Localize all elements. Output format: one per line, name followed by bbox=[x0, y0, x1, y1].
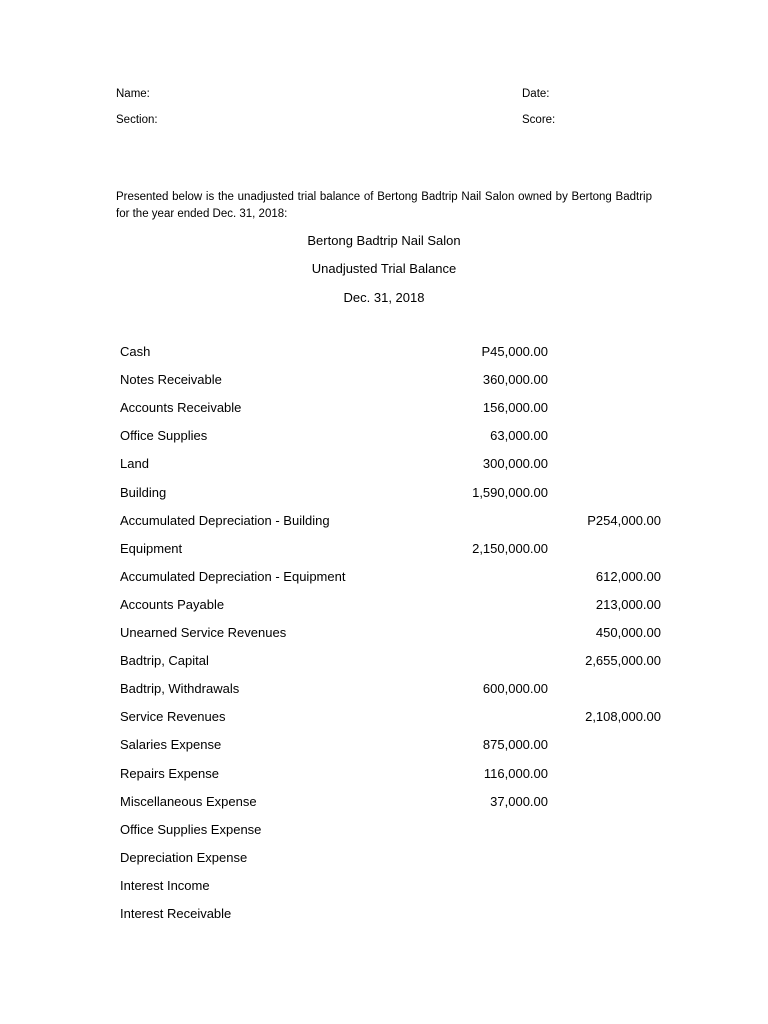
account-name: Land bbox=[120, 456, 149, 472]
account-name: Unearned Service Revenues bbox=[120, 625, 287, 640]
account-name: Accounts Receivable bbox=[120, 400, 242, 416]
debit-amount: 156,000.00 bbox=[482, 400, 548, 416]
credit-amount: 213,000.00 bbox=[595, 596, 661, 612]
credit-amount: 2,108,000.00 bbox=[585, 709, 661, 725]
intro-paragraph: Presented below is the unadjusted trial balance of Bertong Badtrip Nail Salon owned by Bertong Badtrip for the year ended Dec. 31, 2018: bbox=[116, 191, 652, 220]
table-row bbox=[0, 653, 768, 673]
score-label: Score: bbox=[522, 114, 556, 126]
table-row bbox=[0, 878, 768, 898]
debit-amount: P45,000.00 bbox=[481, 344, 548, 359]
account-name: Accumulated Depreciation - Building bbox=[120, 512, 330, 528]
table-row bbox=[0, 625, 768, 645]
table-row bbox=[0, 709, 768, 729]
debit-amount: 600,000.00 bbox=[482, 681, 548, 697]
table-row bbox=[0, 822, 768, 842]
account-name: Interest Receivable bbox=[120, 906, 232, 921]
debit-amount: 116,000.00 bbox=[483, 765, 548, 781]
table-row bbox=[0, 850, 768, 870]
account-name: Badtrip, Capital bbox=[120, 653, 209, 669]
account-name: Accumulated Depreciation - Equipment bbox=[120, 568, 346, 584]
debit-amount: 1,590,000.00 bbox=[472, 484, 548, 500]
account-name: Miscellaneous Expense bbox=[120, 793, 257, 809]
table-row bbox=[0, 569, 768, 589]
statement-title: Unadjusted Trial Balance bbox=[311, 261, 457, 276]
debit-amount: 2,150,000.00 bbox=[472, 540, 548, 556]
table-row bbox=[0, 372, 768, 392]
account-name: Service Revenues bbox=[120, 709, 226, 725]
account-name: Repairs Expense bbox=[120, 765, 219, 781]
account-name: Building bbox=[120, 484, 167, 500]
account-name: Office Supplies bbox=[120, 428, 208, 444]
table-row bbox=[0, 906, 768, 926]
account-name: Office Supplies Expense bbox=[120, 821, 262, 837]
credit-amount: 2,655,000.00 bbox=[585, 653, 661, 669]
table-row bbox=[0, 485, 768, 505]
debit-amount: 360,000.00 bbox=[482, 372, 548, 388]
table-row bbox=[0, 794, 768, 814]
account-name: Interest Income bbox=[120, 877, 210, 893]
table-row bbox=[0, 681, 768, 701]
debit-amount: 875,000.00 bbox=[482, 737, 548, 753]
table-row bbox=[0, 428, 768, 448]
debit-amount: 37,000.00 bbox=[490, 793, 548, 809]
account-name: Equipment bbox=[120, 540, 183, 556]
table-row bbox=[0, 541, 768, 561]
table-row bbox=[0, 513, 768, 533]
table-row bbox=[0, 737, 768, 757]
credit-amount: 612,000.00 bbox=[595, 568, 661, 584]
debit-amount: 63,000.00 bbox=[490, 428, 548, 444]
section-label: Section: bbox=[116, 114, 158, 126]
credit-amount: 450,000.00 bbox=[595, 625, 661, 640]
table-row bbox=[0, 400, 768, 420]
account-name: Badtrip, Withdrawals bbox=[120, 681, 240, 697]
statement-date: Dec. 31, 2018 bbox=[343, 290, 425, 305]
account-name: Cash bbox=[120, 344, 151, 359]
account-name: Accounts Payable bbox=[120, 596, 225, 612]
credit-amount: P254,000.00 bbox=[587, 512, 661, 528]
name-label: Name: bbox=[116, 88, 150, 100]
date-label: Date: bbox=[522, 88, 550, 100]
account-name: Depreciation Expense bbox=[120, 849, 248, 865]
table-row bbox=[0, 344, 768, 364]
table-row bbox=[0, 597, 768, 617]
table-row bbox=[0, 456, 768, 476]
account-name: Salaries Expense bbox=[120, 737, 222, 753]
table-row bbox=[0, 766, 768, 786]
company-name: Bertong Badtrip Nail Salon bbox=[307, 233, 461, 248]
account-name: Notes Receivable bbox=[120, 372, 222, 388]
debit-amount: 300,000.00 bbox=[482, 456, 548, 472]
